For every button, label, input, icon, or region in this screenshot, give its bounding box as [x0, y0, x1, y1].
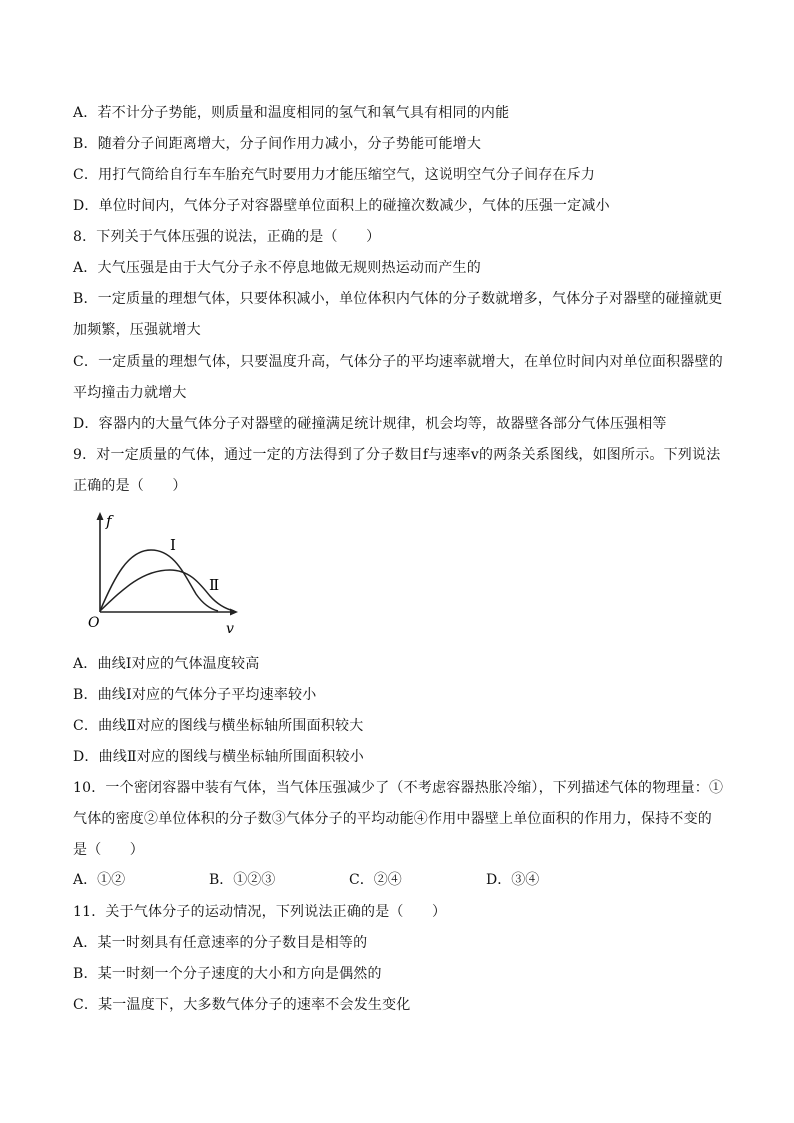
- q10-stem-line3: 是（ ）: [73, 842, 144, 858]
- q10-stem-line2: 气体的密度②单位体积的分子数③气体分子的平均动能④作用中器壁上单位面积的作用力，保持不变的: [73, 811, 712, 827]
- q10-option-a: A．①②: [73, 872, 126, 888]
- q9-option-a: A．曲线Ⅰ对应的气体温度较高: [73, 656, 260, 672]
- q8-stem: 8．下列关于气体压强的说法，正确的是（ ）: [73, 229, 381, 245]
- q7-option-d: D．单位时间内，气体分子对容器壁单位面积上的碰撞次数减少，气体的压强一定减小: [73, 198, 610, 214]
- q10-stem-line1: 10．一个密闭容器中装有气体，当气体压强减少了（不考虑容器热胀冷缩），下列描述气体的物理量：①: [73, 780, 724, 796]
- curve-1-label: Ⅰ: [170, 536, 176, 554]
- q9-option-b: B．曲线Ⅰ对应的气体分子平均速率较小: [73, 687, 317, 703]
- q7-option-a: A．若不计分子势能，则质量和温度相同的氢气和氧气具有相同的内能: [73, 105, 510, 121]
- speed-distribution-graph: [86, 508, 246, 638]
- q10-option-d: D．③④: [486, 872, 540, 888]
- q8-option-c-line1: C．一定质量的理想气体，只要温度升高，气体分子的平均速率就增大，在单位时间内对单位面积器壁的: [73, 354, 723, 370]
- q11-stem: 11．关于气体分子的运动情况，下列说法正确的是（ ）: [73, 904, 447, 920]
- q10-options-row: [73, 870, 723, 890]
- q8-option-c-line2: 平均撞击力就增大: [73, 385, 187, 401]
- q11-option-b: B．某一时刻一个分子速度的大小和方向是偶然的: [73, 966, 382, 982]
- q8-option-b-line1: B．一定质量的理想气体，只要体积减小，单位体积内气体的分子数就增多，气体分子对器壁的碰撞就更: [73, 291, 723, 307]
- q11-option-a: A．某一时刻具有任意速率的分子数目是相等的: [73, 935, 368, 951]
- q7-option-b: B．随着分子间距离增大，分子间作用力减小，分子势能可能增大: [73, 136, 482, 152]
- q10-option-c: C．②④: [349, 872, 402, 888]
- q9-option-d: D．曲线Ⅱ对应的图线与横坐标轴所围面积较小: [73, 749, 364, 765]
- q8-option-a: A．大气压强是由于大气分子永不停息地做无规则热运动而产生的: [73, 260, 481, 276]
- x-axis-label: v: [226, 621, 234, 637]
- q9-stem-line1: 9．对一定质量的气体，通过一定的方法得到了分子数目f与速率v的两条关系图线，如图所示。下列说法: [73, 447, 721, 463]
- y-axis-label: f: [106, 512, 112, 530]
- q9-option-c: C．曲线Ⅱ对应的图线与横坐标轴所围面积较大: [73, 718, 364, 734]
- q11-option-c: C．某一温度下，大多数气体分子的速率不会发生变化: [73, 997, 411, 1013]
- q9-figure: [86, 508, 246, 638]
- q9-stem-line2: 正确的是（ ）: [73, 478, 187, 494]
- q8-option-b-line2: 加频繁，压强就增大: [73, 322, 201, 338]
- q10-option-b: B．①②③: [209, 872, 276, 888]
- curve-1: [100, 550, 218, 611]
- curve-2-label: Ⅱ: [209, 576, 220, 594]
- origin-label: O: [88, 615, 100, 631]
- y-axis-arrow-icon: [97, 512, 104, 520]
- q8-option-d: D．容器内的大量气体分子对器壁的碰撞满足统计规律，机会均等，故器壁各部分气体压强相等: [73, 416, 667, 432]
- q7-option-c: C．用打气筒给自行车车胎充气时要用力才能压缩空气，这说明空气分子间存在斥力: [73, 167, 596, 183]
